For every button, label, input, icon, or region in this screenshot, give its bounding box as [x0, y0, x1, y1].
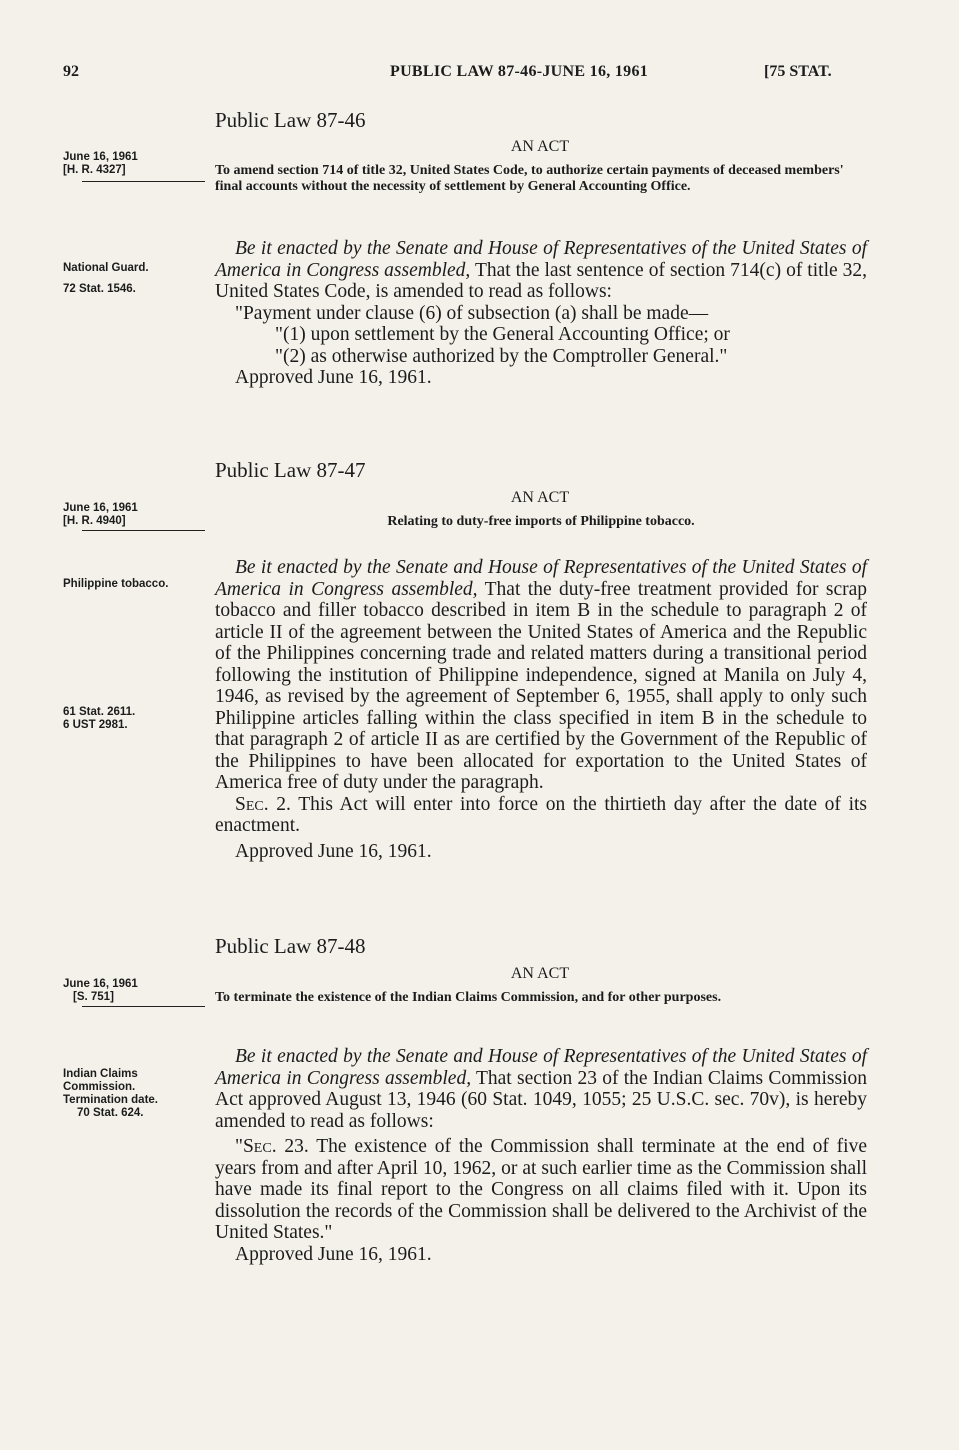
law-2-body [215, 557, 867, 862]
law-1-margin-date [63, 151, 208, 177]
law-1-quote-item-2: "(2) as otherwise authorized by the Comptroller General." [275, 345, 728, 367]
law-2-note-6-ust: 6 UST 2981. [63, 719, 128, 731]
page-header [0, 63, 959, 85]
law-1-quote-intro: "Payment under clause (6) of subsection (a) shall be made— [235, 302, 709, 324]
law-1-margin-rule [82, 181, 205, 182]
law-2-note-stat [63, 706, 208, 732]
law-2-date: June 16, 1961 [63, 502, 138, 514]
running-head: PUBLIC LAW 87-46-JUNE 16, 1961 [390, 63, 649, 80]
law-3-body [215, 1046, 867, 1265]
law-2-sec2-label: Sec. 2. [235, 793, 291, 815]
law-1-approved: Approved June 16, 1961. [235, 367, 432, 388]
law-2-approved: Approved June 16, 1961. [235, 840, 432, 862]
law-2-margin-rule [82, 530, 205, 531]
law-2-sec2-text: This Act will enter into force on the thirtieth day after the date of its enactment. [215, 793, 867, 836]
law-1-body [215, 238, 867, 389]
law-3-an-act: AN ACT [510, 965, 570, 982]
law-3-date: June 16, 1961 [63, 978, 138, 990]
law-3-purpose: To terminate the existence of the Indian Claims Commission, and for other purposes. [215, 990, 722, 1005]
law-1-note-stat: 72 Stat. 1546. [63, 283, 136, 295]
law-1-quote-item-1: "(1) upon settlement by the General Accounting Office; or [275, 324, 730, 345]
law-1-an-act: AN ACT [510, 138, 570, 155]
law-3-quote-text: The existence of the Commission shall terminate at the end of five years from and after April 10, 1962, or at such earlier time as the Commission shall have made its final report to the Congress on all claims filed with it. Upon its dissolution the records of the Commission shall be delivered to the Archivist of the United States." [215, 1136, 867, 1243]
law-2-body-text: That the duty-free treatment provided for scrap tobacco and filler tobacco described in item B in the schedule to paragraph 2 of article II of the agreement between the United States of America and the Republic of the Philippines concerning trade and related matters during a transitional period following the institution of Philippine independence, signed at Manila on July 4, 1946, as revised by the agreement of September 6, 1955, shall apply to only such Philippine articles falling within the class specified in item B in the schedule to that paragraph 2 of article II as are certified by the Government of the Republic of the Philippines to have been allocated for exportation to the United States of America free of duty under the paragraph. [215, 578, 868, 793]
law-1-purpose: To amend section 714 of title 32, United States Code, to authorize certain payments of deceased members' final accounts without the necessity of settlement by General Accounting Office. [215, 163, 844, 194]
law-1-date: June 16, 1961 [63, 151, 138, 163]
law-3-approved: Approved June 16, 1961. [235, 1243, 432, 1265]
page-number: 92 [63, 63, 79, 80]
law-3-bill: [S. 751] [73, 991, 114, 1003]
law-2-bill: [H. R. 4940] [63, 515, 126, 527]
stat-volume: [75 STAT. [764, 63, 832, 80]
law-3-enacting-clause: Be it enacted by the Senate and House of Representatives of the United States of America in Congress assembled, [215, 1046, 867, 1089]
law-1-title: Public Law 87-46 [215, 108, 366, 132]
law-2-note-philippine: Philippine tobacco. [63, 578, 169, 590]
law-3-body-text: That section 23 of the Indian Claims Commission Act approved August 13, 1946 (60 Stat. 1049, 1055; 25 U.S.C. sec. 70v), is hereby amended to read as follows: [215, 1067, 867, 1132]
law-1-body-text: That the last sentence of section 714(c) of title 32, United States Code, is amended to read as follows: [215, 259, 868, 302]
law-3-title: Public Law 87-48 [215, 934, 366, 958]
law-2-purpose: Relating to duty-free imports of Philippine tobacco. [387, 514, 695, 529]
law-3-margin-rule [82, 1006, 205, 1007]
law-3-note-termination: Termination date. [63, 1094, 158, 1106]
law-1-margin-notes [63, 262, 208, 296]
law-2-title: Public Law 87-47 [215, 458, 366, 482]
law-3-margin-date [63, 978, 208, 1004]
law-2-margin-date [63, 502, 208, 528]
law-1-note-national-guard: National Guard. [63, 262, 149, 274]
law-3-note-stat: 70 Stat. 624. [77, 1107, 144, 1119]
law-2-an-act: AN ACT [510, 489, 570, 506]
law-3-quote-label: "Sec. 23. [235, 1136, 309, 1157]
law-1-bill: [H. R. 4327] [63, 164, 126, 176]
law-3-note-commission: Indian Claims Commission. [63, 1068, 138, 1093]
law-2-note-61-stat: 61 Stat. 2611. [63, 706, 136, 718]
law-2-enacting-clause: Be it enacted by the Senate and House of Representatives of the United States of America in Congress assembled, [215, 557, 867, 600]
law-3-margin-notes [63, 1068, 198, 1120]
law-1-enacting-clause: Be it enacted by the Senate and House of Representatives of the United States of America in Congress assembled, [215, 238, 867, 281]
